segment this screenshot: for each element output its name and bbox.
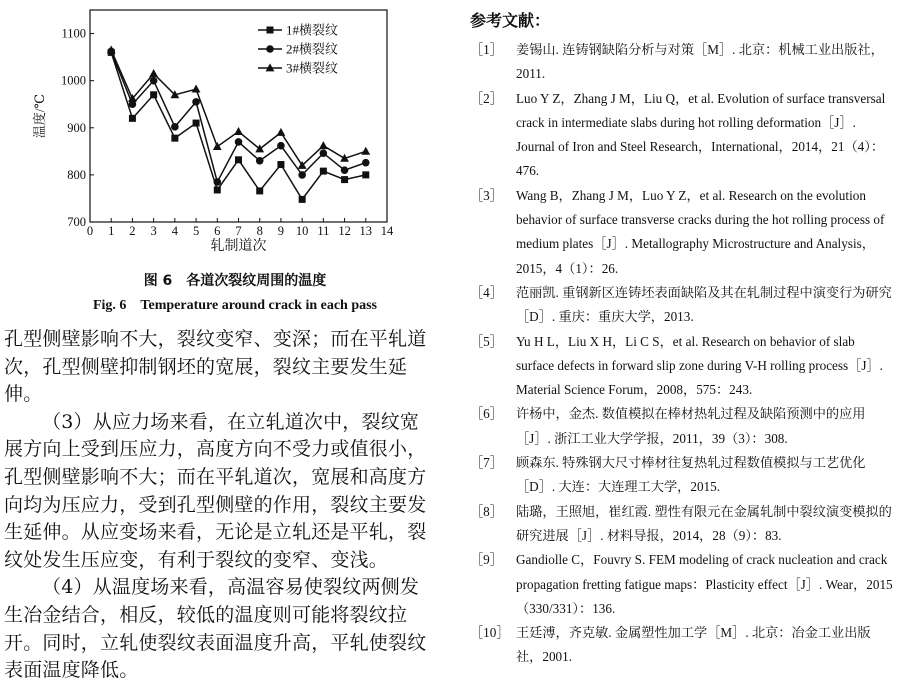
data-point [192,85,201,93]
data-point [319,141,328,149]
reference-text: 范丽凯. 重钢新区连铸坯表面缺陷及其在轧制过程中演变行为研究［D］. 重庆：重庆大学，2013. [516,284,892,325]
body-text [4,326,438,685]
x-tick-label: 0 [86,224,94,238]
y-tick-label: 800 [67,167,86,182]
data-point [150,77,158,85]
data-point [235,138,243,146]
reference-text: Yu H L，Liu X H，Li C S，et al. Research on behavior of slab surface defects in forward slip zone during V-H rolling process［J］. Material Science Forum，2008，575：243. [516,333,883,398]
reference-item [470,281,896,330]
reference-item [470,402,896,451]
data-point [277,142,285,150]
reference-number: ［9］ [470,552,503,568]
reference-text: Gandiolle C，Fouvry S. FEM modeling of crack nucleation and crack propagation fretting fatigue maps：Plasticity effect［J］. Wear，2015（330/331）：136. [516,552,893,616]
data-point [362,171,369,178]
data-point [299,196,306,203]
x-tick-label: 12 [338,224,351,238]
data-point [149,69,158,77]
reference-item [470,621,896,670]
data-point [341,166,349,174]
legend-label: 2#横裂纹 [286,41,339,57]
x-axis-label: 轧制道次 [210,239,267,254]
references-heading: 参考文献： [470,11,551,30]
y-tick-label: 1100 [61,26,86,41]
body-paragraph-1: 孔型侧壁影响不大，裂纹变窄、变深；而在平轧道次，孔型侧壁抑制钢坯的宽展，裂纹主要发生延伸。 [4,328,427,406]
x-tick-label: 14 [380,224,394,238]
data-point [341,176,348,183]
reference-item [470,87,896,184]
legend-label: 3#横裂纹 [286,60,339,76]
x-tick-label: 10 [295,224,309,238]
legend-label: 1#横裂纹 [286,22,339,38]
temperature-chart [20,0,410,262]
reference-item [470,451,896,500]
references-list [470,38,896,670]
data-point [171,123,179,131]
figure-caption-en: Fig. 6 Temperature around crack in each pass [92,298,378,313]
y-tick-label: 900 [67,120,86,135]
legend-marker [267,27,274,34]
reference-text: Wang B，Zhang J M，Luo Y Z，et al. Research on the evolution behavior of surface transverse cracks during the hot rolling process of medium plates［J］. Metallography Microstructure and Analysis，2015，4（1）：26. [516,187,885,276]
x-tick-label: 2 [129,224,136,238]
references-section [470,8,896,670]
data-point [362,159,370,167]
figure-caption-cn: 图 6 各道次裂纹周围的温度 [143,273,327,289]
reference-item [470,548,896,621]
data-point [213,178,221,186]
data-point [234,127,243,135]
reference-number: ［3］ [470,187,503,203]
data-point [214,186,221,193]
reference-text: 陆璐，王照旭，崔红霞. 塑性有限元在金属轧制中裂纹演变模拟的研究进展［J］. 材料导报，2014，28（9）：83. [516,503,892,543]
reference-text: Luo Y Z，Zhang J M，Liu Q，et al. Evolution of surface transversal crack in intermediate slabs during hot rolling deformation［J］. Journal of Iron and Steel Research，International，2014，21（4）：476. [516,90,886,179]
data-point [129,115,136,122]
reference-number: ［6］ [470,406,503,422]
reference-number: ［7］ [470,455,503,471]
data-point [298,171,306,179]
data-point [277,161,284,168]
x-tick-label: 7 [235,224,242,238]
reference-text: 顾森东. 特殊钢大尺寸棒材往复热轧过程数值模拟与工艺优化［D］. 大连：大连理工大学，2015. [516,455,866,495]
y-tick-label: 1000 [61,73,86,88]
x-tick-label: 13 [359,224,373,238]
reference-number: ［10］ [470,625,510,641]
reference-item [470,184,896,281]
x-tick-label: 4 [171,224,178,238]
reference-number: ［8］ [470,503,503,519]
reference-number: ［4］ [470,284,503,300]
x-tick-label: 9 [277,224,285,238]
reference-text: 许杨中，金杰. 数值模拟在棒材热轧过程及缺陷预测中的应用［J］. 浙江工业大学学报，2011，39（3）：308. [516,406,866,446]
data-point [171,135,178,142]
reference-text: 王廷溥，齐克敏. 金属塑性加工学［M］. 北京：冶金工业出版社，2001. [516,625,871,665]
x-tick-label: 3 [150,224,157,238]
y-tick-label: 700 [67,215,86,229]
data-point [256,157,264,165]
reference-item [470,330,896,403]
reference-text: 姜锡山. 连铸钢缺陷分析与对策［M］. 北京：机械工业出版社，2011. [516,42,884,82]
legend-marker [266,45,274,53]
data-point [320,168,327,175]
data-point [193,120,200,127]
data-point [320,149,328,157]
data-point [256,187,263,194]
y-axis-label: 温度/℃ [32,93,47,139]
x-tick-label: 5 [192,224,200,238]
x-tick-label: 6 [214,224,221,238]
data-point [235,156,242,163]
data-point [192,98,200,106]
reference-item [470,38,896,87]
data-point [150,91,157,98]
reference-number: ［5］ [470,333,503,349]
body-paragraph-2: （3）从应力场来看，在立轧道次中，裂纹宽展方向上受到压应力，高度方向不受力或值很小，孔型侧壁影响不大；而在平轧道次，宽展和高度方向均为压应力，受到孔型侧壁的作用，裂纹主要发生延伸。从应变场来看，无论是立轧还是平轧，裂纹处发生压应变，有利于裂纹的变窄、变浅。 [4,410,427,571]
reference-number: ［1］ [470,42,503,57]
data-point [277,128,286,136]
reference-number: ［2］ [470,90,503,106]
data-point [213,142,222,150]
data-point [361,147,370,155]
x-tick-label: 8 [256,224,263,238]
reference-item [470,500,896,549]
body-paragraph-3: （4）从温度场来看，高温容易使裂纹两侧发生冶金结合，相反，较低的温度则可能将裂纹拉开。同时，立轧使裂纹表面温度升高，平轧使裂纹表面温度降低。 [4,576,427,682]
x-tick-label: 1 [108,224,115,238]
x-tick-label: 11 [317,224,330,238]
